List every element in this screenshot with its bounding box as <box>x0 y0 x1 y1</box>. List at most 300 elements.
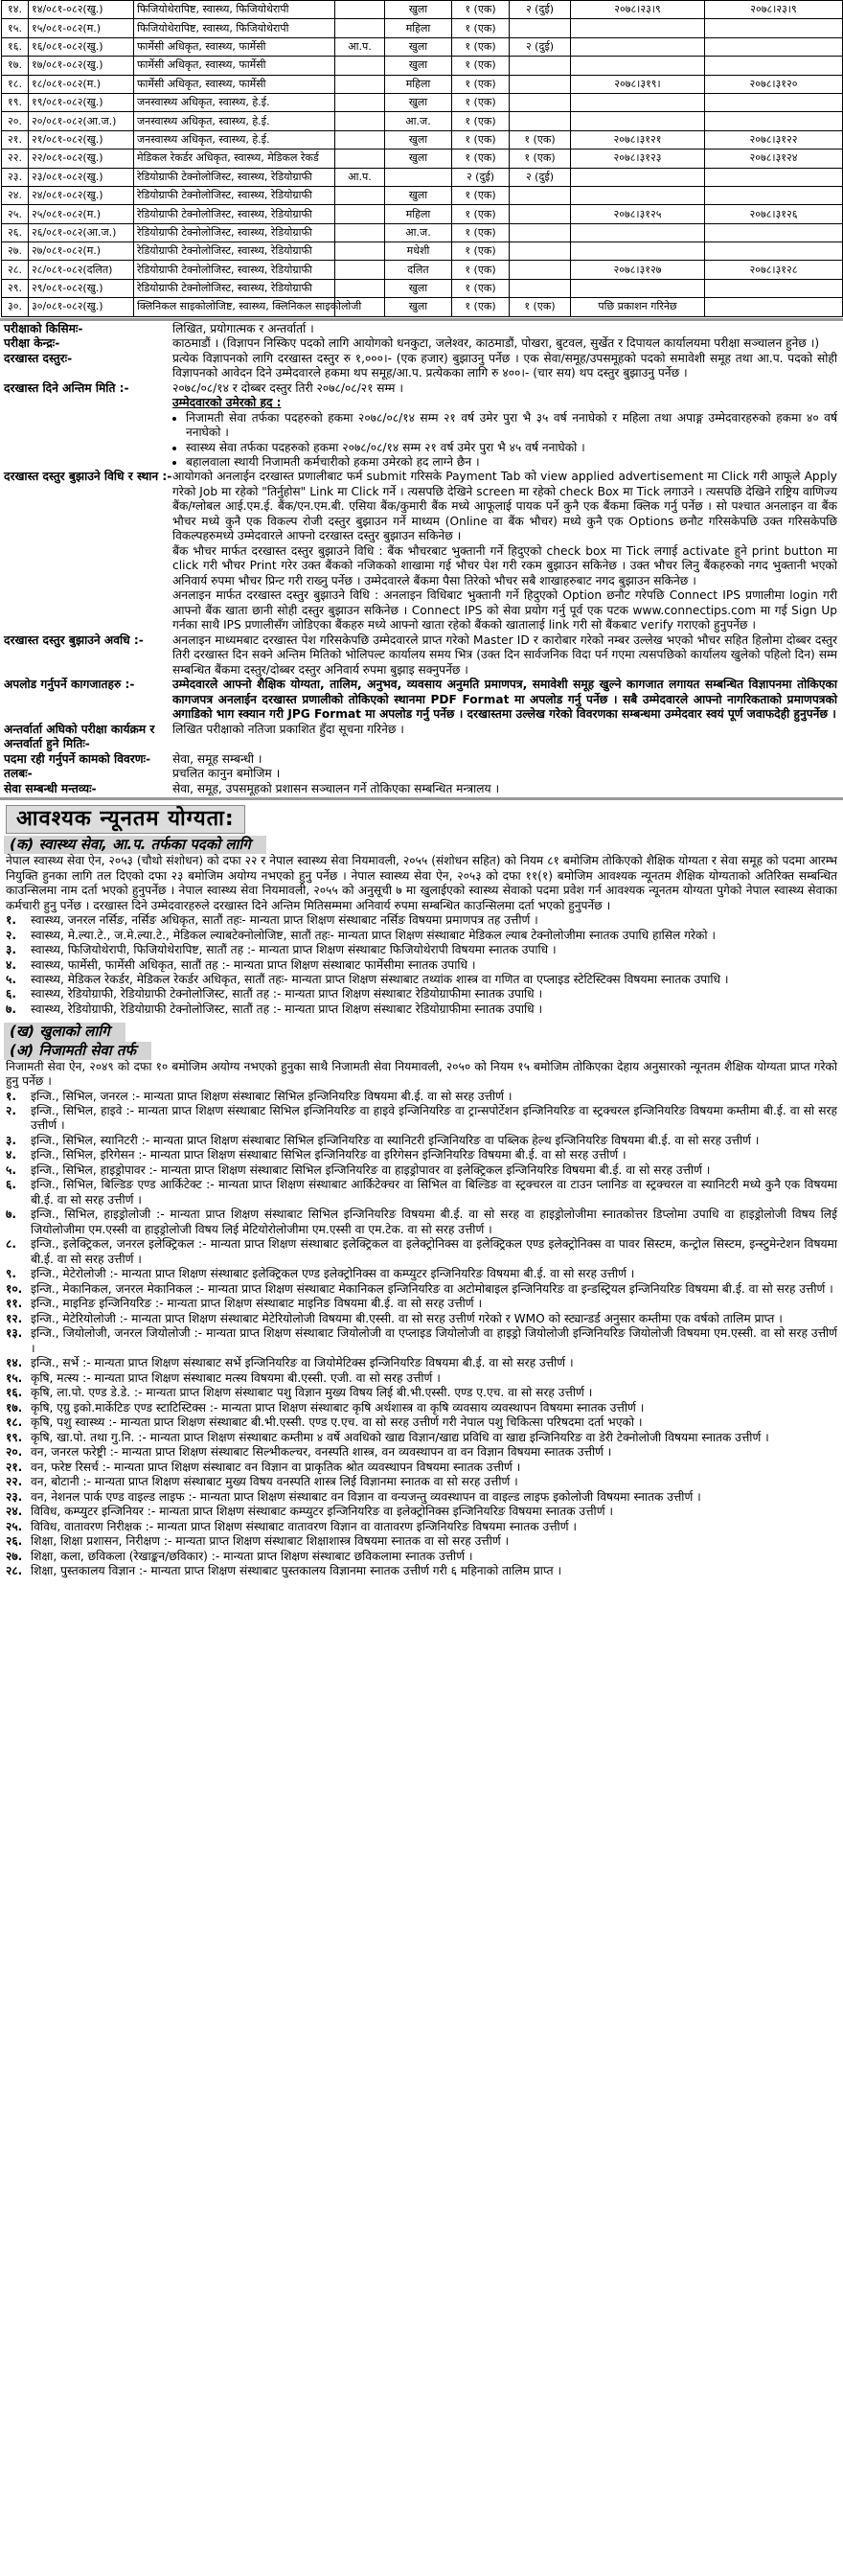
payment-label: दरखास्त दस्तुर बुझाउने विधि र स्थान :- <box>4 470 172 484</box>
table-cell-sn: २४. <box>2 186 29 204</box>
item-number: २८. <box>6 1564 23 1578</box>
table-cell-cnt: १ (एक) <box>452 298 510 316</box>
qualification-item <box>6 913 837 928</box>
health-service-heading: (क) स्वास्थ्य सेवा, आ.प. तर्फका पदको लागि <box>4 836 266 854</box>
table-cell-code: २७/०८१-०८२(म.) <box>29 242 134 261</box>
item-number: ५. <box>6 1162 16 1177</box>
table-cell-level <box>335 75 385 93</box>
qualification-item <box>6 1401 837 1415</box>
item-number: २३. <box>6 1489 23 1504</box>
item-number: २०. <box>6 1445 23 1460</box>
qualification-item <box>6 1490 837 1505</box>
table-cell-cnt: १ (एक) <box>452 261 510 279</box>
table-cell-tot: २ (दुई) <box>510 37 571 56</box>
item-number: ५. <box>6 973 16 986</box>
qualification-item <box>6 987 837 1001</box>
table-cell-sn: २०. <box>2 112 29 130</box>
table-cell-cnt: १ (एक) <box>452 242 510 261</box>
table-cell-d1 <box>571 279 705 297</box>
table-cell-d2 <box>705 298 843 316</box>
separator <box>0 797 843 800</box>
item-number: १. <box>6 913 16 928</box>
item-text: विविध, वातावरण निरीक्षक :- मान्यता प्राप्त शिक्षण संस्थाबाट वातावरण विज्ञान वा वातावरण इन्जिनियरिङ विषयमा स्नातक उत्तीर्ण । <box>31 1519 578 1533</box>
table-cell-cnt: १ (एक) <box>452 112 510 130</box>
item-text: स्वास्थ्य, फिजियोथेरापी, फिजियोथेरापिष्ट, सातौं तह :- मान्यता प्राप्त शिक्षण संस्थाबाट फिजियोथेरापी विषयमा स्नातक उपाधि । <box>31 943 557 957</box>
info-row <box>4 336 837 351</box>
table-cell-d2 <box>705 168 843 186</box>
table-cell-code: २३/०८१-०८२(खु.) <box>29 168 134 186</box>
table-cell-post: रेडियोग्राफी टेक्नोलोजिस्ट, स्वास्थ्य, रेडियोग्राफी <box>134 205 335 223</box>
upload-docs-row <box>4 678 837 722</box>
table-cell-level <box>335 205 385 223</box>
tail-info-label: सेवा सम्बन्धी मन्तव्यः- <box>4 781 97 795</box>
item-text: इन्जि., सिभिल, जनरल :- मान्यता प्राप्त शिक्षण संस्थाबाट सिभिल इन्जिनियरिङ विषयमा बी.ई. वा सो सरह उत्तीर्ण । <box>31 1089 513 1103</box>
table-cell-code: २६/०८१-०८२(आ.ज.) <box>29 223 134 242</box>
table-row <box>2 75 843 93</box>
table-cell-d2: २०७८।३१२४ <box>705 150 843 168</box>
table-row <box>2 298 843 316</box>
table-cell-type: खुला <box>385 186 452 204</box>
qualification-item <box>6 973 837 987</box>
table-cell-post: फिजियोथेरापिष्ट, स्वास्थ्य, फिजियोथेरापी <box>134 19 335 37</box>
item-number: ६. <box>6 1178 16 1192</box>
table-cell-tot: १ (एक) <box>510 150 571 168</box>
table-cell-cnt: १ (एक) <box>452 130 510 149</box>
table-cell-d1: २०७८।३१२७ <box>571 261 705 279</box>
qualification-item <box>6 1134 837 1148</box>
qualification-item <box>6 1371 837 1386</box>
table-row <box>2 112 843 130</box>
table-cell-type: महिला <box>385 19 452 37</box>
table-cell-cnt: १ (एक) <box>452 1 510 19</box>
table-cell-type: दलित <box>385 261 452 279</box>
item-text: इन्जि., माइनिङ इन्जिनियरिङ :- मान्यता प्राप्त शिक्षण संस्थाबाट माइनिङ विषयमा बी.ई. वा सो सरह उत्तीर्ण । <box>31 1297 483 1311</box>
item-text: स्वास्थ्य, मेडिकल रेकर्डर, मेडिकल रेकर्डर अधिकृत, सातौं तहः- मान्यता प्राप्त शिक्षण संस्थाबाट तथ्यांक शास्त्र वा गणित वा एप्लाइड स्टेटिस्टिक्स विषयमा स्नातक उपाधि । <box>31 973 729 986</box>
table-cell-type: महिला <box>385 205 452 223</box>
item-text: कृषि, खा.पो. तथा गु.नि. :- मान्यता प्राप्त शिक्षण संस्थाबाट कम्तीमा ४ वर्षे अवधिको खाद्य विज्ञान/खाद्य प्रविधि वा खाद्य इन्जिनियरिङ वा डेरी टेक्नोलोजी विषयमा स्नातक उत्तीर्ण । <box>31 1430 769 1444</box>
table-cell-level <box>335 93 385 111</box>
table-cell-d1: २०७८।२३।९ <box>571 1 705 19</box>
table-row <box>2 150 843 168</box>
table-cell-cnt: १ (एक) <box>452 279 510 297</box>
item-text: कृषि, ला.पो. एण्ड डे.डे. :- मान्यता प्राप्त शिक्षण संस्थाबाट पशु विज्ञान मुख्य विषय लिई बी.भी.एस्सी. एण्ड ए.एच. वा सो सरह उत्तीर्ण । <box>31 1386 593 1400</box>
item-number: १७. <box>6 1400 23 1414</box>
payment-para-2: बैंक भौचर मार्फत दरखास्त दस्तुर बुझाउने विधि : बैंक भौचरबाट भुक्तानी गर्ने हिदुएको check box मा Tick लगाई activate हुने print button मा click गरी भौचर Print गरेर उक्त बैंकको नजिकको शाखामा गई भौचर पेश गरी रकम बुझाउन सकिनेछ । उक्त भौचर लिनु बैंकहरुको नगद भुक्तानी भएको अनिवार्य रुपमा भौचर प्रिन्ट गरी राख्नु पर्नेछ । उम्मेदवारले बैंकमा पैसा तिरेको भौचर सबै शाखाहरुबाट नगद बुझाउन सकिनेछ । <box>172 543 837 587</box>
item-number: १०. <box>6 1281 23 1296</box>
item-number: ११. <box>6 1297 23 1311</box>
table-cell-d1: २०७८।३१२३ <box>571 150 705 168</box>
table-cell-post: रेडियोग्राफी टेक्नोलोजिस्ट, स्वास्थ्य, रेडियोग्राफी <box>134 279 335 297</box>
table-cell-code: १८/०८१-०८२(म.) <box>29 75 134 93</box>
table-cell-type: खुला <box>385 57 452 75</box>
tail-info-row <box>4 752 837 767</box>
table-row <box>2 37 843 56</box>
qualification-item <box>6 1237 837 1267</box>
table-cell-level: आ.प. <box>335 37 385 56</box>
qualification-title: आवश्यक न्यूनतम योग्यता: <box>6 805 245 834</box>
table-cell-d1 <box>571 223 705 242</box>
tail-info-text: सेवा, समूह, उपसमूहको प्रशासन सञ्चालन गर्ने तोकिएका सम्बन्धित मन्त्रालय । <box>172 781 500 795</box>
deadline-label: दरखास्त दस्तुर बुझाउने अवधि :- <box>4 632 144 647</box>
item-number: १५. <box>6 1370 23 1385</box>
age-limit-row <box>4 396 837 470</box>
table-cell-post: फार्मेसी अधिकृत, स्वास्थ्य, फार्मेसी <box>134 75 335 93</box>
qualification-item <box>6 1564 837 1578</box>
table-cell-d1 <box>571 186 705 204</box>
item-text: इन्जि., सिभिल, हाइवे :- मान्यता प्राप्त शिक्षण संस्थाबाट सिभिल इन्जिनियरिङ वा हाइवे इन्जिनियरिङ वा ट्रान्सपोर्टेशन इन्जिनियरिङ वा स्ट्रक्चरल इन्जिनियरिङ विषयमा कम्तीमा बी.ई. वा सो सरह उत्तीर्ण । <box>31 1104 837 1133</box>
table-cell-cnt: १ (एक) <box>452 37 510 56</box>
table-cell-d2 <box>705 93 843 111</box>
info-text: २०७८/०८/१४ र दोब्बर दस्तुर तिरी २०७८/०८/२१ सम्म । <box>172 380 403 395</box>
tail-info-text: लिखित परीक्षाको नतिजा प्रकाशित हुँदा सूचना गरिनेछ । <box>172 722 404 736</box>
qualification-item <box>6 1208 837 1237</box>
item-number: २६. <box>6 1534 23 1549</box>
item-number: २४. <box>6 1505 23 1519</box>
table-cell-type: खुला <box>385 1 452 19</box>
qualification-item <box>6 1550 837 1564</box>
qualification-item <box>6 1505 837 1519</box>
health-qualification-list <box>0 913 843 1017</box>
table-cell-tot <box>510 242 571 261</box>
qualification-item <box>6 1415 837 1430</box>
item-text: शिक्षा, कला, छविकला (रेखाङ्कन/छविकार) :- मान्यता प्राप्त शिक्षण संस्थाबाट छविकलामा स्नातक उत्तीर्ण । <box>31 1549 473 1563</box>
table-cell-sn: २३. <box>2 168 29 186</box>
table-cell-post: मेडिकल रेकर्डर अधिकृत, स्वास्थ्य, मेडिकल रेकर्ड <box>134 150 335 168</box>
table-cell-type: खुला <box>385 150 452 168</box>
table-row <box>2 93 843 111</box>
table-cell-level <box>335 1 385 19</box>
table-row <box>2 223 843 242</box>
table-cell-level <box>335 279 385 297</box>
item-text: इन्जि., सिभिल, इरिगेसन :- मान्यता प्राप्त शिक्षण संस्थाबाट सिभिल इन्जिनियरिङ वा इरिगेसन इन्जिनियरिङ विषयमा बी.ई. वा सो सरह उत्तीर्ण । <box>31 1148 627 1162</box>
table-cell-cnt: १ (एक) <box>452 57 510 75</box>
item-text: वन, फरेष्ट रिसर्च :- मान्यता प्राप्त शिक्षण संस्थाबाट वन विज्ञान वा प्राकृतिक श्रोत व्यवस्थापन विषयमा स्नातक उत्तीर्ण । <box>31 1460 521 1474</box>
table-cell-level <box>335 150 385 168</box>
table-cell-d1 <box>571 57 705 75</box>
table-cell-type: खुला <box>385 279 452 297</box>
item-text: इन्जि., मेटेरोलोजी :- मान्यता प्राप्त शिक्षण संस्थाबाट इलेक्ट्रिकल एण्ड इलेक्ट्रोनिक्स वा कम्प्युटर इन्जिनियरिङ विषयमा बी.ई. वा सो सरह उत्तीर्ण । <box>31 1267 635 1281</box>
civil-service-heading: (अ) निजामती सेवा तर्फ <box>4 1042 151 1060</box>
table-cell-level <box>335 112 385 130</box>
separator <box>0 318 843 321</box>
item-number: ४. <box>6 957 16 972</box>
table-cell-post: जनस्वास्थ्य अधिकृत, स्वास्थ्य, हे.ई. <box>134 112 335 130</box>
item-number: ३. <box>6 1133 16 1147</box>
table-row <box>2 186 843 204</box>
item-number: २२. <box>6 1475 23 1489</box>
item-text: कृषि, एग्रु इको.मार्केटिङ एण्ड स्टाटिस्टिक्स :- मान्यता प्राप्त शिक्षण संस्थाबाट कृषि अर्थशास्त्र वा कृषि व्यवसाय व्यवस्थापन विषयमा स्नातक उत्तीर्ण । <box>31 1400 645 1414</box>
tail-info-text: प्रचलित कानुन बमोजिम । <box>172 767 281 781</box>
table-cell-tot <box>510 261 571 279</box>
item-text: शिक्षा, शिक्षा प्रशासन, निरीक्षण :- मान्यता प्राप्त शिक्षण संस्थाबाट शिक्षाशास्त्र विषयमा स्नातक वा सो सरह उत्तीर्ण । <box>31 1534 510 1549</box>
table-cell-code: १९/०८१-०८२(खु.) <box>29 93 134 111</box>
qualification-item <box>6 929 837 943</box>
table-cell-code: २२/०८१-०८२(खु.) <box>29 150 134 168</box>
item-number: १२. <box>6 1311 23 1325</box>
table-cell-type: खुला <box>385 130 452 149</box>
table-row <box>2 130 843 149</box>
table-cell-level <box>335 130 385 149</box>
item-number: २. <box>6 1104 16 1117</box>
item-number: ६. <box>6 987 16 1001</box>
table-cell-level <box>335 19 385 37</box>
table-cell-code: २९/०८१-०८२(खु.) <box>29 279 134 297</box>
table-cell-d1 <box>571 93 705 111</box>
item-text: इन्जि., जियोलोजी, जनरल जियोलोजी :- मान्यता प्राप्त शिक्षण संस्थाबाट जियोलोजी वा एप्लाइड जियोलोजी वा हाइड्रो जियोलोजी इन्जिनियरिङ जियोलोजी विषयमा एम.एस्सी. वा सो सरह उत्तीर्ण । <box>31 1326 837 1355</box>
table-cell-d1: २०७८।३१२५ <box>571 205 705 223</box>
qualification-item <box>6 1445 837 1460</box>
table-cell-code: २५/०८१-०८२(म.) <box>29 205 134 223</box>
open-heading: (ख) खुलाको लागि <box>4 1023 125 1041</box>
table-cell-level <box>335 186 385 204</box>
info-label: परीक्षाको किसिमः- <box>4 321 83 335</box>
table-cell-post: रेडियोग्राफी टेक्नोलोजिस्ट, स्वास्थ्य, रेडियोग्राफी <box>134 261 335 279</box>
item-number: २१. <box>6 1460 23 1474</box>
civil-service-paragraph: निजामती सेवा ऐन, २०४९ को दफा १० बमोजिम अयोग्य नभएको हुनुका साथै निजामती सेवा नियमावली, २०५० को नियम १५ बमोजिम तोकिएका देहाय अनुसारको न्यूनतम शैक्षिक योग्यता प्राप्त गरेको हुनु पर्नेछ । <box>6 1059 837 1089</box>
table-row <box>2 168 843 186</box>
table-cell-type: खुला <box>385 298 452 316</box>
qualification-item <box>6 943 837 957</box>
table-cell-cnt: १ (एक) <box>452 19 510 37</box>
table-cell-tot: १ (एक) <box>510 130 571 149</box>
table-cell-post: फार्मेसी अधिकृत, स्वास्थ्य, फार्मेसी <box>134 37 335 56</box>
table-cell-level <box>335 261 385 279</box>
qualification-item <box>6 1475 837 1489</box>
table-row <box>2 1 843 19</box>
table-cell-tot: १ (एक) <box>510 298 571 316</box>
table-cell-d2: २०७८।३१२२ <box>705 130 843 149</box>
table-cell-sn: १५. <box>2 19 29 37</box>
table-cell-level <box>335 242 385 261</box>
table-cell-code: ३०/०८१-०८२(खु.) <box>29 298 134 316</box>
payment-para-3: अनलाइन मार्फत दरखास्त दस्तुर बुझाउने विधि : अनलाइन विधिबाट भुक्तानी गर्ने हिदुएको Option छनौट गरेपछि Connect IPS प्रणालीमा login गरी आफ्नो बैंक खाता छानी सोही दस्तुर बुझाउन सकिनेछ । Connect IPS को सेवा प्रयोग गर्नु पूर्व एक पटक www.connectips.com मा गई Sign Up गर्नका साथै IPS प्रणालीसँग जोडिएका बैंकहरु मध्ये आफ्नो खाता रहेको बैंकको खातालाई link गरी सो बैंकबाट verify गराएको हुनुपर्नेछ । <box>172 588 837 632</box>
table-cell-d2 <box>705 186 843 204</box>
table-cell-post: जनस्वास्थ्य अधिकृत, स्वास्थ्य, हे.ई. <box>134 93 335 111</box>
item-text: इन्जि., सिभिल, स्यानिटरी :- मान्यता प्राप्त शिक्षण संस्थाबाट सिभिल इन्जिनियरिङ वा स्यानिटरी इन्जिनियरिङ वा पब्लिक हेल्थ इन्जिनियरिङ विषयमा बी.ई. वा सो सरह उत्तीर्ण । <box>31 1133 760 1147</box>
table-cell-sn: २६. <box>2 223 29 242</box>
qualification-item <box>6 1282 837 1297</box>
qualification-item <box>6 1326 837 1356</box>
qualification-item <box>6 958 837 973</box>
item-text: इन्जि., मेटेरियोलोजी :- मान्यता प्राप्त शिक्षण संस्थाबाट मेटेरियोलोजी विषयमा बी.एस्सी. वा सो सरह उत्तीर्ण गरेको र WMO को स्ट्यान्डर्ड अनुसार कम्तीमा एक वर्षको तालिम प्राप्त । <box>31 1311 783 1325</box>
qualification-item <box>6 1460 837 1475</box>
table-cell-cnt: २ (दुई) <box>452 168 510 186</box>
info-row <box>4 322 837 336</box>
table-cell-d1: २०७८।३१२१ <box>571 130 705 149</box>
table-cell-tot <box>510 75 571 93</box>
age-limit-item: • स्वास्थ्य सेवा तर्फका पदहरुको हकमा २०७८/०८/१४ सम्म २१ वर्ष उमेर पुरा भै ४५ वर्ष ननाघेको । <box>186 441 837 455</box>
table-cell-d2 <box>705 223 843 242</box>
qualification-item <box>6 1267 837 1281</box>
qualification-item <box>6 1148 837 1162</box>
tail-info-label: अन्तर्वार्ता अघिको परीक्षा कार्यक्रम र अन्तर्वार्ता हुने मितिः- <box>4 722 155 751</box>
info-label: दरखास्त दिने अन्तिम मिति :- <box>4 380 129 395</box>
item-text: वन, बोटानी :- मान्यता प्राप्त शिक्षण संस्थाबाट मुख्य विषय वनस्पति शास्त्र लिई विज्ञानमा स्नातक वा सो सरह उत्तीर्ण । <box>31 1475 518 1489</box>
info-row <box>4 352 837 381</box>
tail-info-text: सेवा, समूह सम्बन्धी । <box>172 751 262 766</box>
table-cell-d2 <box>705 242 843 261</box>
table-cell-d2: २०७८।२३।९ <box>705 1 843 19</box>
qualification-item <box>6 1534 837 1549</box>
qualification-item <box>6 1002 837 1017</box>
table-cell-cnt: १ (एक) <box>452 223 510 242</box>
table-cell-type: खुला <box>385 93 452 111</box>
table-cell-level: आ.प. <box>335 168 385 186</box>
table-cell-code: १७/०८१-०८२(खु.) <box>29 57 134 75</box>
table-cell-post: रेडियोग्राफी टेक्नोलोजिस्ट, स्वास्थ्य, रेडियोग्राफी <box>134 223 335 242</box>
table-cell-cnt: १ (एक) <box>452 186 510 204</box>
table-cell-tot <box>510 19 571 37</box>
qualification-item <box>6 1163 837 1178</box>
table-row <box>2 19 843 37</box>
table-cell-post: क्लिनिकल साइकोलोजिष्ट, स्वास्थ्य, क्लिनिकल साइकोलोजी <box>134 298 335 316</box>
table-cell-d1 <box>571 37 705 56</box>
table-cell-sn: १४. <box>2 1 29 19</box>
table-cell-sn: २९. <box>2 279 29 297</box>
table-cell-type: मधेशी <box>385 242 452 261</box>
table-cell-tot: २ (दुई) <box>510 168 571 186</box>
table-cell-code: २४/०८१-०८२(खु.) <box>29 186 134 204</box>
item-number: १३. <box>6 1326 23 1341</box>
table-cell-d2: २०७८।३१२६ <box>705 205 843 223</box>
table-cell-code: १५/०८१-०८२(म.) <box>29 19 134 37</box>
item-number: ७. <box>6 1208 16 1222</box>
tail-info-row <box>4 767 837 781</box>
info-text: प्रत्येक विज्ञापनको लागि दरखास्त दस्तुर रु १,०००।- (एक हजार) बुझाउनु पर्नेछ । एक सेवा/समूह/उपसमूहको पदको समावेशी समूह तथा आ.प. पदको सोही विज्ञापनको आवेदन दिने उम्मेदवारले हकमा थप समूह/आ.प. प्रत्येकका लागि रु ४००।- (चार सय) थप दस्तुर बुझाउनु पर्नेछ । <box>172 351 837 380</box>
table-cell-code: १६/०८१-०८२(खु.) <box>29 37 134 56</box>
table-cell-d1 <box>571 242 705 261</box>
item-text: स्वास्थ्य, रेडियोग्राफी, रेडियोग्राफी टेक्नोलोजिस्ट, सातौं तह :- मान्यता प्राप्त शिक्षण संस्थाबाट रेडियोग्राफीमा स्नातक उपाधि । <box>31 987 543 1001</box>
table-cell-tot <box>510 223 571 242</box>
item-number: ४. <box>6 1148 16 1162</box>
table-cell-tot <box>510 112 571 130</box>
item-text: इन्जि., सिभिल, हाइड्रोपावर :- मान्यता प्राप्त शिक्षण संस्थाबाट सिभिल इन्जिनियरिङ वा हाइड्रोपावर वा इलेक्ट्रिकल इन्जिनियरिङ विषयमा बी.ई. वा सो सरह उत्तीर्ण । <box>31 1162 711 1177</box>
table-cell-d2 <box>705 112 843 130</box>
table-row <box>2 205 843 223</box>
table-cell-tot <box>510 93 571 111</box>
qualification-item <box>6 1312 837 1326</box>
age-limit-item: • बहालवाला स्थायी निजामती कर्मचारीको हकमा उमेरको हद लाग्ने छैन । <box>186 455 837 470</box>
item-number: ७. <box>6 1001 16 1016</box>
tail-info-row <box>4 782 837 796</box>
table-cell-d1: २०७८।३१९। <box>571 75 705 93</box>
table-cell-sn: १९. <box>2 93 29 111</box>
table-cell-post: फिजियोथेरापिष्ट, स्वास्थ्य, फिजियोथेरापी <box>134 1 335 19</box>
table-cell-d1: पछि प्रकाशन गरिनेछ <box>571 298 705 316</box>
qualification-item <box>6 1090 837 1104</box>
payment-deadline-row <box>4 633 837 678</box>
item-text: स्वास्थ्य, रेडियोग्राफी, रेडियोग्राफी टेक्नोलोजिस्ट, सातौं तह :- मान्यता प्राप्त शिक्षण संस्थाबाट रेडियोग्राफीमा स्नातक उपाधि । <box>31 1001 543 1016</box>
table-cell-tot: २ (दुई) <box>510 1 571 19</box>
item-text: वन, नेशनल पार्क एण्ड वाइल्ड लाइफ :- मान्यता प्राप्त शिक्षण संस्थाबाट वन विज्ञान वा वन्यजन्तु व्यवस्थापन वा वाइल्ड लाइफ इकोलोजी विषयमा स्नातक उत्तीर्ण । <box>31 1489 701 1504</box>
table-cell-code: २८/०८१-०८२(दलित) <box>29 261 134 279</box>
table-cell-cnt: १ (एक) <box>452 93 510 111</box>
table-row <box>2 242 843 261</box>
payment-method-row <box>4 470 837 632</box>
item-text: इन्जि., सिभिल, हाइड्रोलोजी :- मान्यता प्राप्त शिक्षण संस्थाबाट सिभिल इन्जिनियरिङ विषयमा बी.ई. वा सो सरह वा हाइड्रोलोजीमा स्नातकोत्तर डिप्लोमा उपाधि वा हाइड्रोलोजी विषय लिई जियोलोजीमा एम.एस्सी वा हाइड्रोलोजी विषय लिई मेटियोरोलोजीमा एम.एस्सी वा एम.टेक. वा सो सरह उत्तीर्ण । <box>31 1208 837 1236</box>
info-text: काठमाडौं । (विज्ञापन निस्किए पदको लागि आयोगको धनकुटा, जलेश्वर, काठमाडौं, पोखरा, बुटवल, सुर्खेत र दिपायल कार्यालयमा परीक्षा सञ्चालन हुनेछ ।) <box>172 336 820 351</box>
qualification-item <box>6 1356 837 1370</box>
table-row <box>2 57 843 75</box>
qualification-item <box>6 1297 837 1311</box>
table-cell-cnt: १ (एक) <box>452 75 510 93</box>
item-text: कृषि, मत्स्य :- मान्यता प्राप्त शिक्षण संस्थाबाट मत्स्य विषयमा बी.एस्सी. एजी. वा सो सरह उत्तीर्ण । <box>31 1370 441 1385</box>
item-text: इन्जि., सर्भे :- मान्यता प्राप्त शिक्षण संस्थाबाट सर्भे इन्जिनियरिङ वा जियोमेटिक्स इन्जिनियरिङ विषयमा बी.ई. वा सो सरह उत्तीर्ण । <box>31 1356 574 1370</box>
item-number: १६. <box>6 1386 23 1400</box>
table-row <box>2 279 843 297</box>
table-cell-post: रेडियोग्राफी टेक्नोलोजिस्ट, स्वास्थ्य, रेडियोग्राफी <box>134 186 335 204</box>
item-number: २७. <box>6 1549 23 1563</box>
item-text: विविध, कम्प्युटर इन्जिनियर :- मान्यता प्राप्त शिक्षण संस्थाबाट कम्प्युटर इन्जिनियरिङ वा इलेक्ट्रोनिक्स इन्जिनियरिङ विषयमा स्नातक उत्तीर्ण । <box>31 1505 613 1519</box>
table-cell-post: जनस्वास्थ्य अधिकृत, स्वास्थ्य, हे.ई. <box>134 130 335 149</box>
table-cell-level <box>335 223 385 242</box>
item-text: कृषि, पशु स्वास्थ्य :- मान्यता प्राप्त शिक्षण संस्थाबाट बी.भी.एस्सी. एण्ड ए.एच. वा सो सरह उत्तीर्ण गरी नेपाल पशु चिकित्सा परिषदमा दर्ता भएको । <box>31 1415 643 1430</box>
table-cell-sn: १८. <box>2 75 29 93</box>
table-cell-tot <box>510 186 571 204</box>
item-text: स्वास्थ्य, जनरल नर्सिङ, नर्सिङ अधिकृत, सातौं तहः- मान्यता प्राप्त शिक्षण संस्थाबाट नर्सिङ विषयमा प्रमाणपत्र तह उत्तीर्ण । <box>31 913 538 928</box>
table-cell-sn: १७. <box>2 57 29 75</box>
item-number: १८. <box>6 1415 23 1430</box>
payment-para-1: आयोगको अनलाईन दरखास्त प्रणालीबाट फर्म submit गरिसके Payment Tab को view applied advertisement मा Click गरी आफूले Apply गरेको Job मा रहेको "तिर्नुहोस" Link मा Click गर्ने । त्यसपछि देखिने screen मा रहेको check Box मा Tick लगाउने । त्यसपछि देखिने राष्ट्रिय वाणिज्य बैंक/ग्लोबल आई.एम.ई. बैंक/एन.एम.बी. एसिया बैंक/कुमारी बैंक मध्ये आफूलाई पायक पर्ने कुनै एक बैंकमा क्लिक गर्नु पर्नेछ । सो पश्चात अनलाइन वा बैंक भौचर मध्ये कुनै एक विकल्प रोजी दस्तुर बुझाउन गर्ने माध्यम (Online वा बैंक भौचर) मध्ये कुनै एक Options छनौट गरिसकेपछि उक्त गरिसकेपछि विकल्पहरुमध्ये उम्मेदवारले आफ्नो दरखास्त दस्तुर बुझाउन सकिनेछ । <box>172 470 837 543</box>
table-cell-sn: १६. <box>2 37 29 56</box>
deadline-text: अनलाइन माध्यमबाट दरखास्त पेश गरिसकेपछि उम्मेदवारले प्राप्त गरेको Master ID र कारोबार गरेको नम्बर उल्लेख भएको भौचर सहित हिलोमा दोब्बर दस्तुर तिरी दरखास्त दिन सक्ने अन्तिम मितिको भोलिपल्ट कार्यालय समय भित्र (उक्त दिन सार्वजनिक विदा पर्न गएमा त्यसपछिको कार्यालय खुलेको पहिलो दिन) सम्म सम्बन्धित बैंकमा दस्तुर/दोब्बर दस्तुर अनिवार्य रुपमा बुझाइ सक्नुपर्नेछ । <box>172 632 837 677</box>
table-cell-sn: ३०. <box>2 298 29 316</box>
upload-label: अपलोड गर्नुपर्ने कागजातहरु :- <box>4 678 135 692</box>
upload-text: उम्मेदवारले आफ्नो शैक्षिक योग्यता, तालिम, अनुभव, व्यवसाय अनुमति प्रमाणपत्र, समावेशी समूह खुल्ने कागजात लगायत सम्बन्धित विज्ञापनमा तोकिएका कागजपत्र अनलाईन दरखास्त प्रणालीको तोकिएको स्थानमा PDF Format मा अपलोड गर्नु पर्नेछ । सबै उम्मेदवारले आफ्नो नागरिकताको प्रमाणपत्रको अगाडिको भाग स्क्यान गरी JPG Format मा अपलोड गर्नु पर्नेछ । दरखास्तमा उल्लेख गरेको विवरणका सम्बन्धमा उम्मेदवार स्वयं पूर्ण जवाफदेही हुनुपर्नेछ । <box>172 678 837 722</box>
info-label: परीक्षा केन्द्रः- <box>4 336 60 351</box>
table-cell-tot <box>510 279 571 297</box>
item-number: १. <box>6 1089 16 1103</box>
table-cell-tot <box>510 205 571 223</box>
tail-info-label: पदमा रही गर्नुपर्ने कामको विवरणः- <box>4 751 151 766</box>
info-text: लिखित, प्रयोगात्मक र अन्तर्वार्ता । <box>172 321 314 335</box>
table-cell-sn: २५. <box>2 205 29 223</box>
table-cell-code: २१/०८१-०८२(खु.) <box>29 130 134 149</box>
table-cell-d2: २०७८।३१२८ <box>705 261 843 279</box>
table-cell-tot <box>510 57 571 75</box>
qualification-item <box>6 1431 837 1445</box>
table-cell-code: २०/०८१-०८२(आ.ज.) <box>29 112 134 130</box>
table-cell-post: रेडियोग्राफी टेक्नोलोजिस्ट, स्वास्थ्य, रेडियोग्राफी <box>134 168 335 186</box>
age-limit-item: • निजामती सेवा तर्फका पदहरुको हकमा २०७८/०८/१४ सम्म २१ वर्ष उमेर पुरा भै ३५ वर्ष ननाघेको र महिला तथा अपाङ्ग उम्मेदवारहरुको हकमा ४० वर्ष ननाघेको । <box>186 411 837 441</box>
qualification-item <box>6 1386 837 1400</box>
table-cell-cnt: १ (एक) <box>452 205 510 223</box>
table-cell-d2 <box>705 19 843 37</box>
info-label: दरखास्त दस्तुरः- <box>4 351 73 365</box>
item-number: ३. <box>6 943 16 957</box>
civil-qualification-list <box>0 1090 843 1579</box>
table-cell-post: रेडियोग्राफी टेक्नोलोजिस्ट, स्वास्थ्य, रेडियोग्राफी <box>134 242 335 261</box>
table-cell-level <box>335 57 385 75</box>
table-cell-type: आ.ज. <box>385 112 452 130</box>
item-text: स्वास्थ्य, मे.ल्या.टे., ज.मे.ल्या.टे., मेडिकल ल्याबटेक्नोलोजिष्ट, सातौं तहः- मान्यता प्राप्त शिक्षण संस्थाबाट मेडिकल ल्याब टेक्नोलोजीमा स्नातक उपाधि हासिल गरेको । <box>31 928 717 942</box>
item-number: १४. <box>6 1356 23 1370</box>
item-number: ८. <box>6 1237 16 1252</box>
table-cell-d2 <box>705 279 843 297</box>
item-text: इन्जि., सिभिल, बिल्डिङ एण्ड आर्किटेक्ट :- मान्यता प्राप्त शिक्षण संस्थाबाट आर्किटेक्चर वा सिभिल वा बिल्डिङ वा स्ट्रक्चरल वा टाउन प्लानिङ वा स्ट्रक्चरल वा स्यानिटरी मध्ये कुनै एक विषयमा बी.ई. वा सो सरह उत्तीर्ण । <box>31 1178 837 1207</box>
table-cell-post: फार्मेसी अधिकृत, स्वास्थ्य, फार्मेसी <box>134 57 335 75</box>
qualification-item <box>6 1520 837 1534</box>
item-number: २. <box>6 928 16 942</box>
item-text: शिक्षा, पुस्तकालय विज्ञान :- मान्यता प्राप्त शिक्षण संस्थाबाट पुस्तकालय विज्ञानमा स्नातक उत्तीर्ण गरी ६ महिनाको तालिम प्राप्त । <box>31 1564 562 1578</box>
table-cell-d1 <box>571 168 705 186</box>
qualification-item <box>6 1178 837 1208</box>
info-row <box>4 381 837 396</box>
tail-info-label: तलबः- <box>4 767 33 781</box>
item-text: स्वास्थ्य, फार्मेसी, फार्मेसी अधिकृत, सातौं तह :- मान्यता प्राप्त शिक्षण संस्थाबाट फार्मेसीमा स्नातक उपाधि । <box>31 957 476 972</box>
table-cell-code: १४/०८१-०८२(खु.) <box>29 1 134 19</box>
table-cell-d2 <box>705 37 843 56</box>
